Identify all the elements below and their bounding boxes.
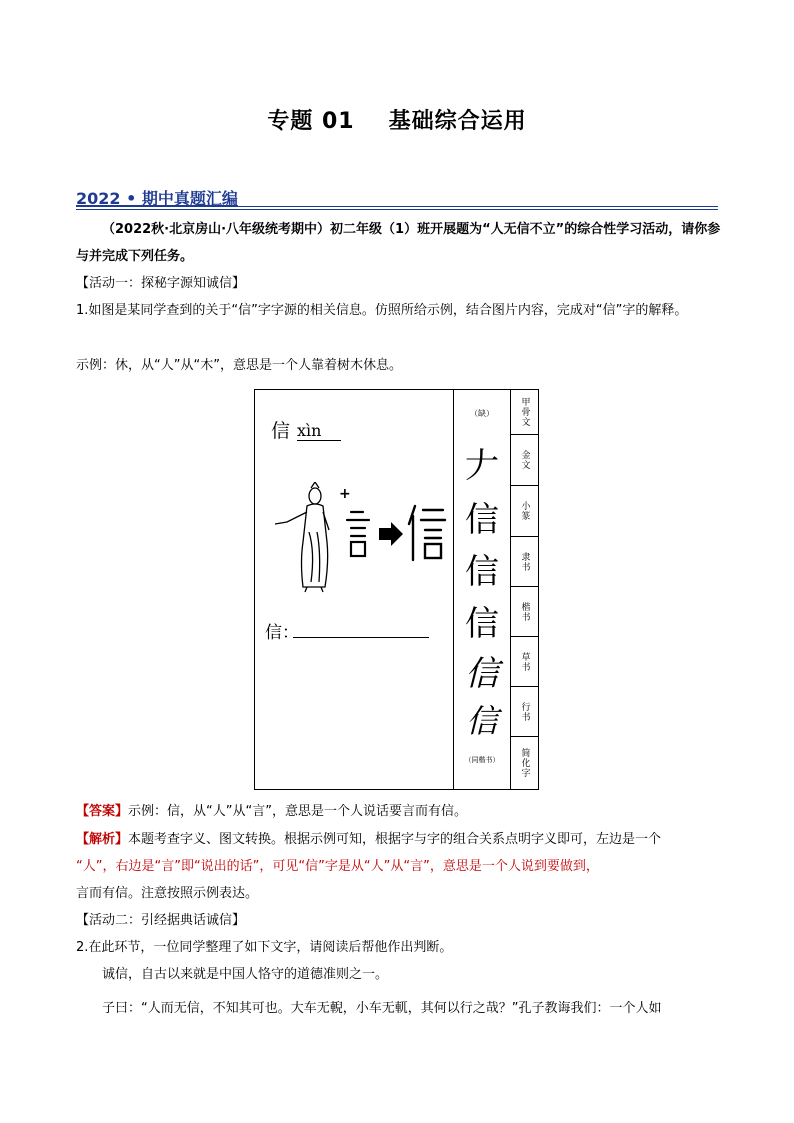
title-part1: 专题 01 bbox=[267, 109, 355, 134]
script-label-lishu: 隶书 bbox=[511, 537, 539, 587]
figure-char: 信 bbox=[271, 420, 291, 442]
paragraph-2: 子曰：“人而无信，不知其可也。大车无輗，小车无軏，其何以行之哉？”孔子教诲我们：一个人如 bbox=[102, 1001, 662, 1016]
figure-left-panel bbox=[255, 390, 454, 789]
activity2-heading: 【活动二：引经据典话诚信】 bbox=[76, 913, 246, 928]
answer-text: 示例：信，从“人”从“言”，意思是一个人说话要言而有信。 bbox=[128, 804, 467, 819]
script-label-jiaguwen: 甲骨文 bbox=[511, 390, 539, 435]
figure-answer-blank bbox=[293, 637, 429, 638]
intro-text: （2022秋·北京房山·八年级统考期中）初二年级（1）班开展题为“人无信不立”的综合性学习活动，请你参与并完成下列任务。 bbox=[76, 222, 721, 264]
answer-tag: 【答案】 bbox=[76, 804, 129, 819]
activity1-heading: 【活动一：探秘字源知诚信】 bbox=[76, 276, 246, 291]
script-label-caoshu: 草书 bbox=[511, 637, 539, 687]
figure-bottom-note: （同楷书） bbox=[464, 756, 500, 764]
script-label-jianhuazi: 简化字 bbox=[519, 747, 530, 778]
analysis-text-1: 本题考查字义、图文转换。根据示例可知，根据字与字的组合关系点明字义即可，左边是一个 bbox=[128, 832, 662, 847]
figure-pinyin: xìn bbox=[297, 421, 341, 441]
script-label-kaishu: 楷书 bbox=[511, 587, 539, 637]
question-2: 2.在此环节，一位同学整理了如下文字，请阅读后帮他作出判断。 bbox=[76, 940, 453, 955]
example-text: 示例：休，从“人”从“木”，意思是一个人靠着树木休息。 bbox=[76, 358, 402, 373]
svg-text:+: + bbox=[339, 486, 351, 502]
paragraph-1: 诚信，自古以来就是中国人恪守的道德准则之一。 bbox=[102, 967, 389, 982]
figure-top-note: （缺） bbox=[470, 409, 494, 418]
script-label-xiaozhuan: 小篆 bbox=[511, 486, 539, 537]
glyph-caoshu: 信 bbox=[465, 654, 499, 694]
question-1: 1.如图是某同学查到的关于“信”字字源的相关信息。仿照所给示例，结合图片内容，完成对“信”字的解释。 bbox=[76, 303, 688, 318]
page-title bbox=[0, 104, 794, 135]
script-label-xingshu: 行书 bbox=[511, 687, 539, 737]
glyph-xingshu: 信 bbox=[465, 702, 498, 740]
script-label-jinwen: 金文 bbox=[511, 435, 539, 486]
section-divider bbox=[76, 206, 718, 210]
analysis-text-2: “人”，右边是“言”即“说出的话”，可见“信”字是从“人”从“言”，意思是一个人说到要做到， bbox=[76, 859, 599, 874]
glyph-kaishu: 信 bbox=[465, 604, 499, 644]
figure-blank-label: 信： bbox=[265, 623, 299, 643]
figure-illustration bbox=[267, 482, 447, 594]
figure-glyph-column bbox=[454, 390, 510, 789]
section-heading: 2022 • 期中真题汇编 bbox=[76, 189, 238, 208]
title-part2: 基础综合运用 bbox=[388, 109, 527, 134]
answer-line bbox=[76, 798, 721, 825]
character-origin-figure bbox=[254, 389, 539, 790]
glyph-xiaozhuan: 信 bbox=[465, 500, 499, 540]
figure-script-labels bbox=[510, 390, 539, 789]
analysis-text-3: 言而有信。注意按照示例表达。 bbox=[76, 886, 259, 901]
glyph-jinwen: 𠂇 bbox=[465, 446, 499, 486]
glyph-lishu: 信 bbox=[465, 552, 499, 592]
analysis-line-1 bbox=[76, 826, 721, 853]
analysis-tag: 【解析】 bbox=[76, 832, 129, 847]
